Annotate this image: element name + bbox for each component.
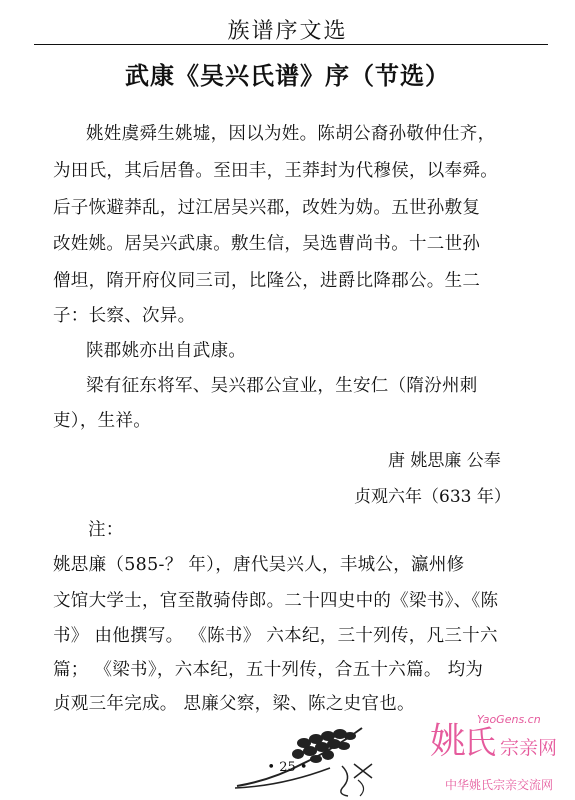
watermark-subtitle: 中华姚氏宗亲交流网 bbox=[445, 778, 554, 792]
body-line: 梁有征东将军、吴兴郡公宣业，生安仁（隋汾州刺 bbox=[86, 376, 478, 396]
watermark-right-text: 宗亲网 bbox=[500, 737, 558, 759]
header-title: 族谱序文选 bbox=[227, 19, 348, 44]
body-line: 吏），生祥。 bbox=[53, 411, 152, 431]
notes-line: 文馆大学士，官至散骑侍郎。二十四史中的《梁书》、《陈 bbox=[53, 591, 499, 611]
notes-line: 篇； 《梁书》，六本纪，五十列传，合五十六篇。 均为 bbox=[53, 660, 484, 680]
body-line: 姚姓虞舜生姚墟，因以为姓。陈胡公裔孙敬仲仕齐， bbox=[86, 124, 496, 144]
watermark-url: YaoGens.cn bbox=[477, 713, 541, 726]
body-line: 僧坦，隋开府仪同三司，比隆公，进爵比降郡公。生二 bbox=[53, 271, 481, 291]
signature-author: 唐 姚思廉 公奉 bbox=[388, 451, 501, 471]
document-title: 武康《吴兴氏谱》序（节选） bbox=[125, 62, 450, 90]
body-line: 为田氏，其后居鲁。至田丰，王莽封为代穆侯，以奉舜。 bbox=[53, 161, 498, 181]
body-line: 子：长察、次异。 bbox=[53, 306, 196, 326]
body-line: 后子恢避莽乱，过江居吴兴郡，改姓为妫。五世孙敷复 bbox=[53, 198, 481, 218]
body-line: 陕郡姚亦出自武康。 bbox=[86, 341, 247, 361]
watermark-char-yao: 姚 bbox=[430, 721, 467, 762]
notes-line: 书》 由他撰写。 《陈书》 六本纪，三十列传，凡三十六 bbox=[53, 626, 498, 646]
notes-label: 注： bbox=[88, 520, 124, 540]
site-watermark bbox=[412, 703, 572, 793]
notes-line: 姚思廉（585-？ 年），唐代吴兴人，丰城公，瀛州修 bbox=[53, 555, 465, 575]
notes-line: 贞观三年完成。 思廉父察，梁、陈之史官也。 bbox=[53, 694, 415, 714]
watermark-char-shi: 氏 bbox=[464, 723, 497, 761]
signature-date: 贞观六年（633 年） bbox=[354, 487, 511, 507]
grain-illustration bbox=[232, 716, 382, 798]
body-line: 改姓姚。居吴兴武康。敷生信，吴选曹尚书。十二世孙 bbox=[53, 234, 481, 254]
page-number: • 25 • bbox=[267, 760, 308, 775]
